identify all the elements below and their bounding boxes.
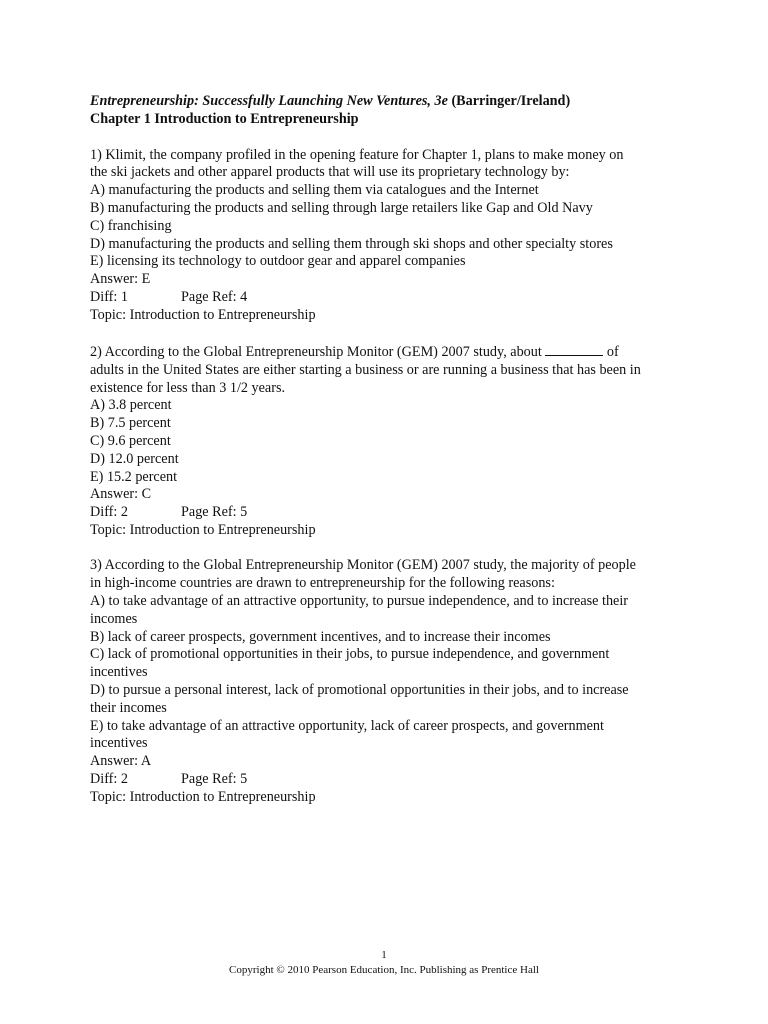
question-stem-line	[90, 342, 690, 362]
answer-option: E) licensing its technology to outdoor gear and apparel companies	[90, 253, 466, 270]
page-reference: Page Ref: 4	[181, 288, 248, 305]
question-stem-line: 3) According to the Global Entrepreneurship Monitor (GEM) 2007 study, the majority of people	[90, 557, 636, 574]
question-3	[90, 557, 690, 806]
question-stem-line: the ski jackets and other apparel products that will use its proprietary technology by:	[90, 164, 570, 181]
question-stem-part: 2) According to the Global Entrepreneurship Monitor (GEM) 2007 study, about	[90, 344, 546, 361]
topic: Topic: Introduction to Entrepreneurship	[90, 522, 316, 539]
answer-option-continued: incomes	[90, 610, 138, 627]
book-authors: (Barringer/Ireland)	[447, 93, 571, 109]
answer-key: Answer: C	[90, 486, 152, 503]
book-title	[90, 93, 690, 111]
question-stem-line: 1) Klimit, the company profiled in the opening feature for Chapter 1, plans to make money on	[90, 146, 624, 163]
answer-option: A) manufacturing the products and selling them via catalogues and the Internet	[90, 182, 539, 199]
answer-option: E) to take advantage of an attractive opportunity, lack of career prospects, and government	[90, 717, 604, 734]
fill-in-blank	[545, 342, 603, 356]
topic: Topic: Introduction to Entrepreneurship	[90, 788, 316, 805]
answer-option: A) 3.8 percent	[90, 397, 172, 414]
answer-option: B) manufacturing the products and selling through large retailers like Gap and Old Navy	[90, 199, 593, 216]
question-stem-line: adults in the United States are either starting a business or are running a business that has been in	[90, 361, 641, 378]
difficulty-row	[90, 771, 690, 789]
answer-option: C) 9.6 percent	[90, 433, 171, 450]
answer-key: Answer: E	[90, 271, 151, 288]
answer-option-continued: incentives	[90, 664, 148, 681]
question-stem-part: of	[603, 344, 619, 361]
answer-option: D) manufacturing the products and selling them through ski shops and other specialty stores	[90, 235, 613, 252]
question-2	[90, 342, 690, 540]
copyright-notice: Copyright © 2010 Pearson Education, Inc. Publishing as Prentice Hall	[229, 964, 539, 976]
answer-option: C) lack of promotional opportunities in their jobs, to pursue independence, and government	[90, 646, 610, 663]
answer-option-continued: their incomes	[90, 699, 167, 716]
difficulty: Diff: 2	[90, 770, 128, 787]
answer-key: Answer: A	[90, 753, 152, 770]
answer-option: D) 12.0 percent	[90, 450, 179, 467]
chapter-title: Chapter 1 Introduction to Entrepreneurship	[90, 110, 359, 127]
difficulty-row	[90, 504, 690, 522]
answer-option: A) to take advantage of an attractive opportunity, to pursue independence, and to increase their	[90, 592, 628, 609]
topic: Topic: Introduction to Entrepreneurship	[90, 306, 316, 323]
question-stem-line: existence for less than 3 1/2 years.	[90, 379, 286, 396]
answer-option: C) franchising	[90, 217, 172, 234]
answer-option: D) to pursue a personal interest, lack of promotional opportunities in their jobs, and to increase	[90, 681, 629, 698]
question-1	[90, 147, 690, 325]
answer-option: B) 7.5 percent	[90, 415, 171, 432]
answer-option: E) 15.2 percent	[90, 468, 178, 485]
difficulty-row	[90, 289, 690, 307]
page-reference: Page Ref: 5	[181, 770, 248, 787]
page-number: 1	[381, 949, 387, 961]
answer-option-continued: incentives	[90, 735, 148, 752]
difficulty: Diff: 1	[90, 288, 128, 305]
document-page	[90, 93, 690, 824]
difficulty: Diff: 2	[90, 504, 128, 521]
page-reference: Page Ref: 5	[181, 504, 248, 521]
answer-option: B) lack of career prospects, government incentives, and to increase their incomes	[90, 628, 551, 645]
question-stem-line: in high-income countries are drawn to entrepreneurship for the following reasons:	[90, 575, 555, 592]
book-title-italic: Entrepreneurship: Successfully Launching New Ventures, 3e	[90, 93, 448, 109]
